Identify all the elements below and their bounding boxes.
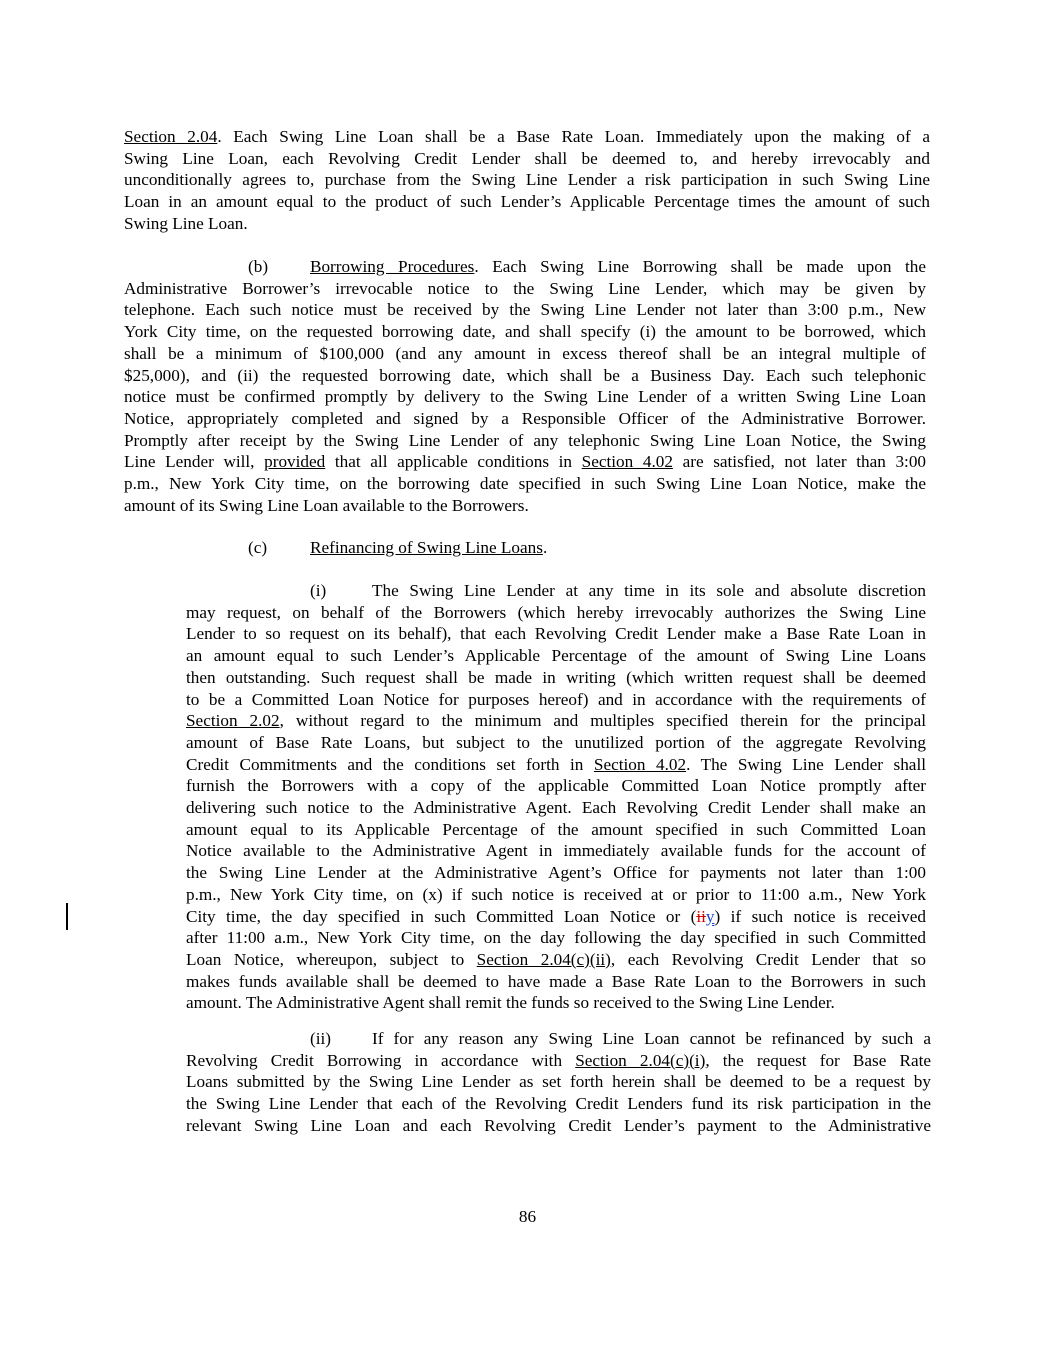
text-line: Loan Notice, whereupon, subject to Section 2.04(c)(ii), each Revolving Credit Lender that so (186, 949, 926, 969)
text-line: Credit Commitments and the conditions set forth in Section 4.02. The Swing Line Lender shall (186, 754, 926, 774)
text-line: Lender to so request on its behalf), that each Revolving Credit Lender make a Base Rate Loan in (186, 624, 926, 644)
text-line: $25,000), and (ii) the requested borrowing date, which shall be a Business Day. Each such telephonic (124, 365, 926, 385)
text-line: Revolving Credit Borrowing in accordance with Section 2.04(c)(i), the request for Base Rate (186, 1050, 931, 1070)
section-heading: Refinancing of Swing Line Loans (310, 538, 543, 557)
text-line: p.m., New York City time, on (x) if such notice is received at or prior to 11:00 a.m., New York (186, 884, 926, 904)
section-reference[interactable]: Section 2.02 (186, 711, 280, 731)
text-line: amount. The Administrative Agent shall remit the funds so received to the Swing Line Lender. (186, 993, 835, 1013)
section-reference[interactable]: Section 2.04(c)(ii) (476, 949, 611, 969)
text-line: shall be a minimum of $100,000 (and any amount in excess thereof shall be an integral multiple of (124, 343, 926, 363)
text-line: Loan in an amount equal to the product of such Lender’s Applicable Percentage times the amount of such (124, 192, 930, 212)
section-reference[interactable]: Section 4.02 (593, 754, 687, 774)
defined-term-provided: provided (264, 452, 326, 472)
text-line: relevant Swing Line Loan and each Revolving Credit Lender’s payment to the Administrative (186, 1115, 931, 1135)
text-line: makes funds available shall be deemed to have made a Base Rate Loan to the Borrowers in such (186, 971, 926, 991)
text-line: an amount equal to such Lender’s Applicable Percentage of the amount of Swing Line Loans (186, 646, 926, 666)
text-line: Line Lender will, provided that all applicable conditions in Section 4.02 are satisfied, not later than 3:00 (124, 452, 927, 472)
text-line: p.m., New York City time, on the borrowing date specified in such Swing Line Loan Notice, make the (124, 474, 926, 494)
section-reference[interactable]: Section 2.04(c)(i) (575, 1050, 706, 1070)
text-line: Notice available to the Administrative Agent in immediately available funds for the account of (186, 841, 926, 861)
section-reference[interactable]: Section 4.02 (581, 452, 673, 472)
text-line: the Swing Line Lender at the Administrative Agent’s Office for payments not later than 1:00 (186, 863, 926, 883)
revision-change-bar (66, 903, 68, 930)
text-line: amount of its Swing Line Loan available to the Borrowers. (124, 495, 529, 515)
page-number: 86 (518, 1207, 537, 1226)
text-line: Administrative Borrower’s irrevocable notice to the Swing Line Lender, which may be given by (124, 278, 926, 298)
paragraph-label: (b) (248, 257, 269, 276)
text-line: York City time, on the requested borrowing date, and shall specify (i) the amount to be borrowed, which (124, 322, 926, 342)
paragraph-c-i (186, 580, 926, 1014)
text-line: (i) The Swing Line Lender at any time in its sole and absolute discretion (310, 581, 926, 600)
text-line: then outstanding. Such request shall be made in writing (which written request shall be deemed (186, 667, 926, 687)
text-line: unconditionally agrees to, purchase from the Swing Line Lender a risk participation in such Swing Line (124, 170, 930, 190)
section-heading: Borrowing Procedures (310, 257, 475, 276)
paragraph-label: (ii) (310, 1029, 331, 1048)
text-line: (b) Borrowing Procedures. Each Swing Line Borrowing shall be made upon the (248, 257, 926, 276)
paragraph-c-heading (248, 537, 848, 559)
text-line: Section 2.02, without regard to the minimum and multiples specified therein for the principal (186, 711, 927, 731)
text-line: Swing Line Loan. (124, 213, 248, 233)
text-line: Notice, appropriately completed and signed by a Responsible Officer of the Administrative Borrower. (124, 408, 926, 428)
section-reference[interactable]: Section 2.04 (124, 127, 218, 146)
text-line: Section 2.04. Each Swing Line Loan shall be a Base Rate Loan. Immediately upon the making of a (124, 127, 930, 146)
text-line: after 11:00 a.m., New York City time, on the day following the day specified in such Committed (186, 928, 926, 948)
text-line: telephone. Each such notice must be received by the Swing Line Lender not later than 3:00 p.m., New (124, 300, 926, 320)
text-line: (ii) If for any reason any Swing Line Loan cannot be refinanced by such a (310, 1029, 931, 1048)
text-line: the Swing Line Lender that each of the Revolving Credit Lenders fund its risk participation in the (186, 1094, 931, 1114)
text-line: furnish the Borrowers with a copy of the applicable Committed Loan Notice promptly after (186, 776, 926, 796)
paragraph-label: (c) (248, 538, 268, 557)
text-line: Promptly after receipt by the Swing Line Lender of any telephonic Swing Line Loan Notice, the Swing (124, 430, 926, 450)
text-line: delivering such notice to the Administrative Agent. Each Revolving Credit Lender shall make an (186, 798, 926, 818)
text-line: may request, on behalf of the Borrowers (which hereby irrevocably authorizes the Swing Line (186, 602, 926, 622)
paragraph-a-continuation (124, 126, 930, 235)
text-line: (c) Refinancing of Swing Line Loans. (248, 538, 548, 557)
text-line: Loans submitted by the Swing Line Lender as set forth herein shall be deemed to be a request by (186, 1072, 931, 1092)
text-line: notice must be confirmed promptly by delivery to the Swing Line Lender of a written Swing Line Loan (124, 387, 926, 407)
paragraph-label: (i) (310, 581, 327, 600)
inserted-text-revision: y (705, 906, 715, 926)
text-line: to be a Committed Loan Notice for purposes hereof) and in accordance with the requirements of (186, 689, 926, 709)
paragraph-c-ii (186, 1028, 931, 1137)
text-line: Swing Line Loan, each Revolving Credit Lender shall be deemed to, and hereby irrevocably and (124, 148, 930, 168)
paragraph-b-borrowing-procedures (124, 256, 926, 516)
text-line: City time, the day specified in such Committed Loan Notice or (iiy) if such notice is received (186, 906, 926, 926)
text-line: amount of Base Rate Loans, but subject to the unutilized portion of the aggregate Revolving (186, 732, 926, 752)
deleted-text-revision: ii (696, 906, 706, 926)
text-line: amount equal to its Applicable Percentage of the amount specified in such Committed Loan (186, 819, 926, 839)
